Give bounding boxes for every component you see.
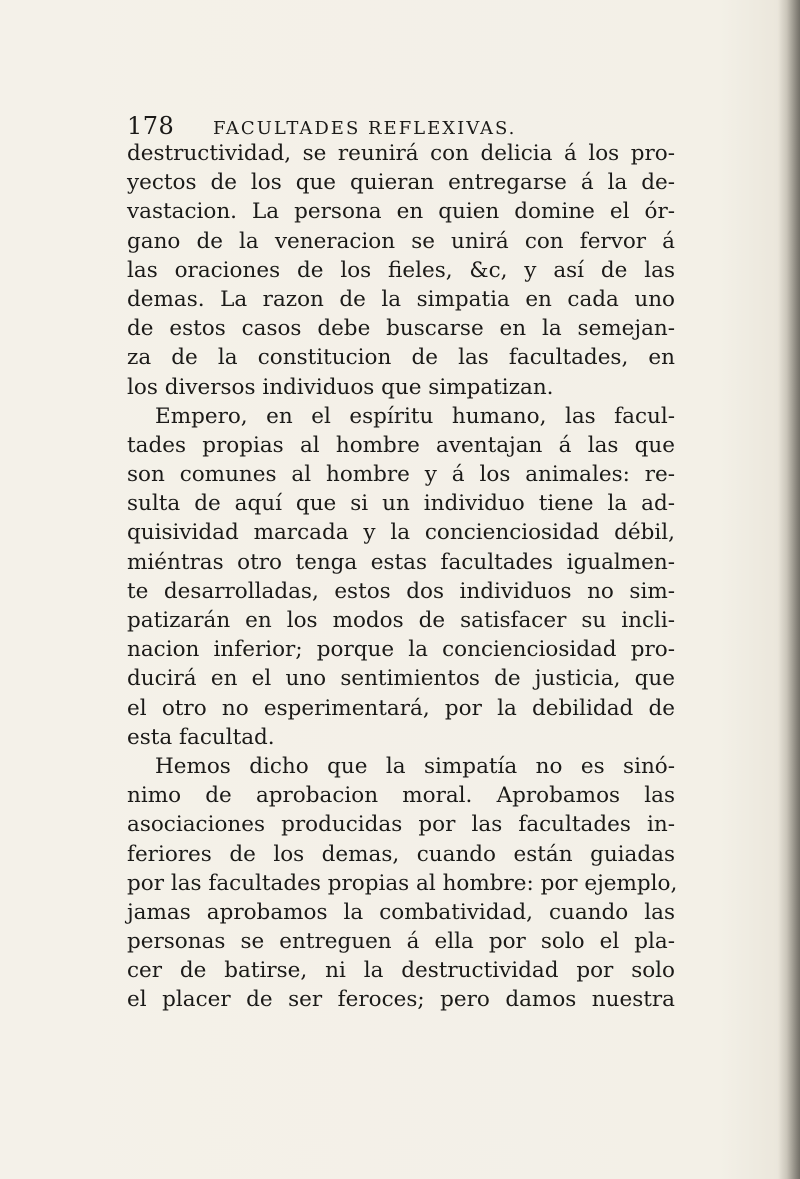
text-line: Hemos dicho que la simpatía no es sinó- — [155, 753, 675, 779]
text-line: Empero, en el espíritu humano, las facul- — [155, 403, 675, 429]
text-line: demas. La razon de la simpatia en cada uno — [127, 286, 675, 312]
text-line: sulta de aquí que si un individuo tiene la ad- — [127, 491, 675, 517]
text-line: por las facultades propias al hombre: por ejemplo, — [127, 870, 678, 896]
body-text — [127, 139, 678, 1015]
text-line: esta facultad. — [127, 724, 275, 750]
page-edge-shadow — [778, 0, 800, 1179]
text-line: destructividad, se reunirá con delicia á los pro- — [127, 141, 675, 166]
text-line: el placer de ser feroces; pero damos nuestra — [127, 987, 675, 1013]
text-line: te desarrolladas, estos dos individuos no sim- — [127, 578, 675, 604]
text-line: patizarán en los modos de satisfacer su incli- — [127, 608, 675, 633]
page-number: 178 — [127, 112, 175, 140]
text-line: miéntras otro tenga estas facultades igualmen- — [127, 549, 675, 575]
text-line: las oraciones de los fieles, &c, y así de las — [127, 257, 675, 283]
text-line: feriores de los demas, cuando están guiadas — [127, 841, 675, 867]
text-line: nacion inferior; porque la concienciosidad pro- — [127, 637, 675, 663]
text-line: tades propias al hombre aventajan á las que — [127, 432, 675, 458]
text-line: za de la constitucion de las facultades, en — [127, 345, 675, 371]
text-line: los diversos individuos que simpatizan. — [127, 374, 554, 400]
text-line: de estos casos debe buscarse en la semejan- — [127, 316, 675, 342]
text-line: el otro no esperimentará, por la debilidad de — [127, 695, 675, 721]
text-line: gano de la veneracion se unirá con fervor á — [127, 228, 675, 254]
text-line: quisividad marcada y la concienciosidad débil, — [127, 520, 675, 546]
text-line: cer de batirse, ni la destructividad por solo — [127, 958, 675, 984]
text-line: ducirá en el uno sentimientos de justicia, que — [127, 666, 675, 692]
text-line: son comunes al hombre y á los animales: re- — [127, 462, 675, 488]
text-line: vastacion. La persona en quien domine el ór- — [127, 199, 675, 225]
text-line: jamas aprobamos la combatividad, cuando las — [127, 899, 675, 925]
text-line: asociaciones producidas por las facultades in- — [127, 812, 675, 838]
text-line: nimo de aprobacion moral. Aprobamos las — [127, 783, 675, 809]
text-line: personas se entreguen á ella por solo el pla- — [127, 929, 675, 955]
running-head: FACULTADES REFLEXIVAS. — [213, 118, 517, 139]
text-line: yectos de los que quieran entregarse á la de- — [127, 170, 675, 196]
